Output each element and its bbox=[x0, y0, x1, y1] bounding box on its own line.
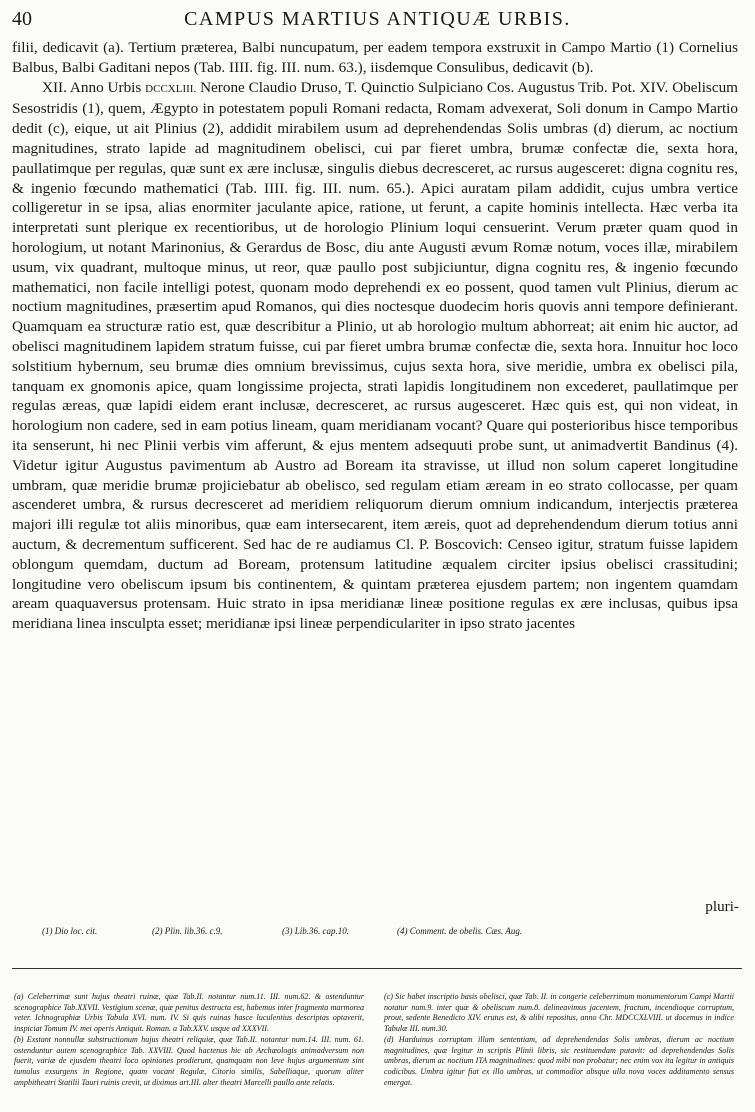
footnote-1: (1) Dio loc. cit. bbox=[42, 926, 98, 936]
footnote-4: (4) Comment. de obelis. Cæs. Aug. bbox=[397, 926, 523, 936]
notes-right-column bbox=[384, 992, 734, 1088]
note-a: (a) Celeberrimæ sunt hujus theatri ruinæ, quæ Tab.II. notantur num.11. III. num.62. & ostenduntur scenographice Tab.XXVII. Vestigium scenæ, quæ penitus destructa est, habemus inter fragmenta marmorea veter. Ichnographiæ Urbis Tabula XVI. num. IV. Si quis ruinas hasce luculentius descriptas optaverit, inspiciat Tomum IV. mei operis Antiquit. Roman. a Tab.XXV. usque ad XXXVII. bbox=[14, 992, 364, 1034]
running-title: CAMPUS MARTIUS ANTIQUÆ URBIS. bbox=[184, 8, 571, 30]
page-number: 40 bbox=[12, 8, 32, 30]
footnote-2: (2) Plin. lib.36. c.9. bbox=[152, 926, 223, 936]
main-text bbox=[12, 38, 738, 634]
note-b: (b) Exstant nonnullæ substructionum hujus theatri reliquiæ, quæ Tab.II. notantur num.14. III. num. 61. ostenduntur autem scenographice Tab. XXVIII. Quod hactenus hic ab Archæologis animadversum non fuerit, variæ de ejusdem theatri loco opiniones prodierunt, quamquam non leve hujus argumentum sint tumulus exsurgens in Regione, quam vocant Regulæ, Citorio similis, Sabelliaque, quorum aliter ampbitheatri Statilii Tauri ruinis crevit, ut diximus art.III. alter theatri Marcelli paullo ante relatis. bbox=[14, 1034, 364, 1087]
paragraph-xii-text: Nerone Claudio Druso, T. Quinctio Sulpiciano Cos. Augustus Trib. Pot. XIV. Obeliscum Sesostridis (1), quem, Ægypto in potestatem populi Romani redacta, Romam advexerat, Soli donum in Campo Martio dedit (c), eique, ut ait Plinius (2), addidit mirabilem usum ad deprehendendas Solis umbras (d) dierum, ac noctium magnitudines, strato lapide ad magnitudinem obelisci, cui par fieret umbra, brumæ confectæ die, sexta hora, paullatimque per regulas, quæ sunt ex ære inclusæ, singulis diebus decresceret, ac rursus augesceret: digna cognitu res, & ingenio fœcundo mathematici (Tab. IIII. fig. III. num. 65.). Apici auratam pilam addidit, cujus umbra vertice colligeretur in se ipsa, alias enormiter jaculante apice, ratione, ut ferunt, a capite hominis intellecta. Hæc verba ita interpretati sunt plerique ex recentioribus, ut de horologio Plinium loqui censuerint. Verum præter quam quod in horologium, ut notant Marinonius, & Gerardus de Bosc, diu ante Augusti ævum Romæ notum, voces illæ, mirabilem usum, vix quadrant, multoque minus, ut reor, quæ paullo post subjiciuntur, digna cognitu res, & ingenio fœcundo mathematici, non facile intelligi potest, quonam modo deprehendi ex eo possent, quod tamen vult Plinius, dierum ac noctium magnitudines, præsertim apud Romanos, qui dies noctesque duodecim horis quovis anni tempore definierant. Quamquam ea structuræ ratio est, quæ describitur a Plinio, ut ab horologio multum abhorreat; ait enim hic auctor, ad obelisci magnitudinem lapidem stratum fuisse, cui par fieret umbra brumæ confectæ die, sexta hora. Innuitur hoc loco solstitium hybernum, seu brumæ dies omnium brevissimus, cujus sexta hora, sive meridie, umbra ex obelisci pila, tanquam ex gnomonis apice, quam longissime projecta, strati lapidis longitudinem non excederet, paullatimque per regulas æreas, quæ lapidi eidem erant inclusæ, decresceret, ac rursus augesceret. Hæc quis est, qui non videat, in horologium non cadere, sed in eam potius lineam, quam meridianam vocant? Quare qui posterioribus hisce temporibus ita senserunt, hi nec Plinii verbis vim afferunt, & ejus mentem adsequuti probe sunt, ut animadvertit Bandinus (4). Videtur igitur Augustus pavimentum ab Austro ad Boream ita stravisse, ut illud non solum caperet longitudine umbram, quæ meridie brumæ projiciebatur ab obelisco, sed regulam etiam æream in eo strato collocasse, per quam ascenderet umbra, & rursus decresceret ad meridiem reliquorum dierum omnium indicandum, interjectis præterea majori illi regulæ tot aliis minoribus, quæ eam intersecarent, item æreis, quot ad deprehendendum dierum totius anni auctum, & decrementum sufficerent. Sed hac de re audiamus Cl. P. Boscovich: Censeo igitur, stratum fuisse lapidem oblongum quemdam, ductum ad Boream, protensum latitudine æqualem circiter ipsius obelisci crassitudini; longitudine vero obeliscum ipsum bis continentem, & quintam præterea ejusdem partem; non ingentem quamdam aream quaquaversus protensam. Huic strato in ipsa meridianæ lineæ positione regulas ex ære inclusas, quibus ipsa meridiana linea insculpta esset; meridianæ ipsi lineæ perpendiculariter in ipso strato jacentes bbox=[12, 78, 738, 633]
footnote-3: (3) Lib.36. cap.10. bbox=[282, 926, 349, 936]
divider-rule bbox=[12, 968, 742, 969]
page-header bbox=[0, 6, 755, 34]
paragraph-xii bbox=[12, 78, 738, 634]
paragraph-xii-opening: XII. Anno Urbis bbox=[42, 78, 142, 96]
notes-left-column bbox=[14, 992, 364, 1088]
note-d: (d) Harduinus corruptam illam sententiam, ad deprehendendas Solis umbras, dierum ac noctium magnitudines, quæ legitur in scriptis Plinii libris, sic restituendam putavit: ad deprehendendas Solis umbras, dierum ac noctium ITA magnitudines: quod mibi non probatur; nec enim vox ita legitur in antiquis codicibus. Umbra igitur fiat ex illo umbras, ut commodior absque ulla nova voces additamento sensus emergat. bbox=[384, 1034, 734, 1087]
catchword: pluri- bbox=[705, 898, 739, 915]
paragraph-continued: filii, dedicavit (a). Tertium præterea, Balbi nuncupatum, per eadem tempora exstruxit in Campo Martio (1) Cornelius Balbus, Balbi Gaditani nepos (Tab. IIII. fig. III. num. 63.), iisdemque Consulibus, dedicavit (b). bbox=[12, 39, 738, 76]
year-small-caps: DCCXLIII. bbox=[145, 82, 197, 95]
note-c: (c) Sic habet inscriptio basis obelisci, quæ Tab. II. in congerie celeberrimum monumentorum Campi Martii notatur num.9. inter quæ & obeliscum num.8. delineavimus jacentem, fractum, incendioque corruptum, prout, sedente Benedicto XIV. erutus est, & alibi repositus, anno Chr. MDCCXLVIII. ut docemus in indice Tabulæ III. num.30. bbox=[384, 992, 734, 1034]
short-footnotes bbox=[12, 926, 738, 944]
